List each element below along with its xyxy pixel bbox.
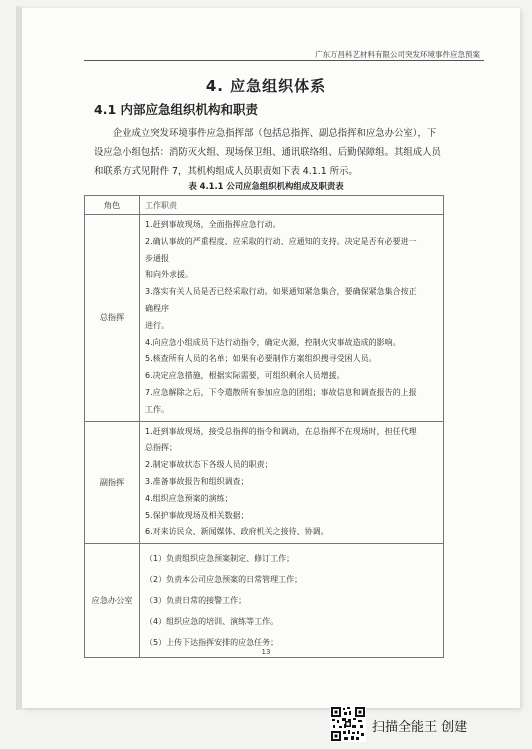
duty-line: 7.应急解除之后，下令遣散所有参加应急的团组；事故信息和调查报告的上报 (145, 387, 417, 397)
duty-line: （2）负责本公司应急预案的日常管理工作； (145, 575, 303, 585)
duty-line: 4.组织应急预案的演练； (145, 493, 233, 503)
table-row (85, 544, 444, 658)
table-caption: 表 4.1.1 公司应急组织机构组成及职责表 (188, 181, 344, 191)
role-cell: 副指挥 (85, 421, 140, 544)
duty-line: 步通报 (145, 253, 169, 263)
section-title: 4.1 内部应急组织机构和职责 (94, 102, 258, 117)
duty-line: 进行。 (145, 320, 169, 330)
duty-line: 1.赶到事故现场，接受总指挥的指令和调动，在总指挥不在现场时，担任代理 (145, 426, 417, 436)
duty-line: 5.核查所有人员的名单；如果有必要制作方案组织搜寻受困人员。 (145, 354, 377, 364)
duty-line: 1.赶到事故现场，全面指挥应急行动。 (145, 220, 281, 229)
duty-line: 6.对来访民众、新闻媒体、政府机关之接待、协调。 (145, 527, 329, 537)
scanner-watermark-text: 扫描全能王 创建 (372, 720, 468, 735)
page-number: 13 (261, 648, 271, 656)
responsibility-table (84, 195, 444, 658)
duty-line: 工作。 (145, 404, 169, 414)
duty-line: （3）负责日常的接警工作； (145, 596, 247, 606)
header-divider (84, 60, 484, 61)
table-row (85, 421, 444, 544)
duties-cell (140, 421, 444, 544)
duty-line: 总指挥； (145, 443, 177, 453)
duty-line: 确程序 (145, 303, 169, 313)
qr-code-icon (330, 706, 366, 742)
duty-line: （1）负责组织应急预案制定、修订工作； (145, 554, 295, 564)
duties-cell (140, 544, 444, 658)
header-role: 角色 (85, 196, 140, 215)
table-header-row (85, 196, 444, 215)
header-duties: 工作职责 (140, 196, 444, 215)
duty-line: 4.向应急小组成员下达行动指令，确定火源，控制火灾事故造成的影响。 (145, 337, 401, 347)
duty-line: （4）组织应急的培训、演练等工作。 (145, 617, 279, 627)
role-cell: 应急办公室 (85, 544, 140, 658)
table-row (85, 215, 444, 422)
role-cell: 总指挥 (85, 215, 140, 422)
intro-paragraph (94, 124, 442, 181)
duties-cell (140, 215, 444, 422)
chapter-title: 4. 应急组织体系 (205, 77, 327, 95)
duty-line: 6.决定应急措施，根据实际需要，可组织剩余人员增援。 (145, 371, 345, 381)
running-header: 广东万昌科艺材料有限公司突发环境事件应急预案 (315, 50, 480, 59)
duty-line: 3.落实有关人员是否已经采取行动。如果通知紧急集合，要确保紧急集合按正 (145, 287, 417, 297)
duty-line: 3.准备事故报告和组织调查； (145, 476, 249, 486)
duty-line: （5）上传下达指挥安排的应急任务； (145, 638, 279, 648)
duty-line: 2.确认事故的严重程度、应采取的行动、应通知的支持。决定是否有必要进一 (145, 236, 417, 246)
duty-line: 5.保护事故现场及相关数据； (145, 510, 249, 520)
duty-line: 2.制定事故状态下各级人员的职责； (145, 460, 273, 470)
intro-paragraph-text: 企业成立突发环境事件应急指挥部（包括总指挥、副总指挥和应急办公室），下设应急小组包括：消防灭火组、现场保卫组、通讯联络组、后勤保障组。其组成人员和联系方式见附件 7，其机构组成人员职责如下表 4.1.1 所示。 (94, 128, 441, 177)
duty-line: 和向外求援。 (145, 270, 193, 280)
